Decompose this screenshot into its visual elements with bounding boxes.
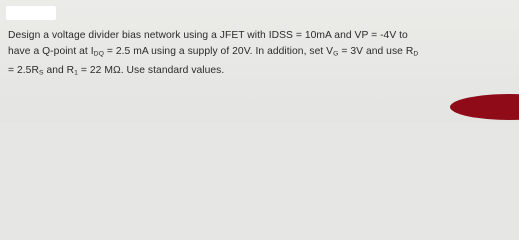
line3-subscript-s: S: [38, 69, 44, 76]
red-redaction-mark: [450, 94, 519, 120]
line3-subscript-1: 1: [74, 69, 79, 76]
line2-subscript-d: D: [413, 50, 419, 58]
problem-line-2: [8, 44, 513, 63]
redacted-header: [6, 6, 56, 20]
line2-subscript-g: G: [333, 50, 339, 58]
problem-line-3: [8, 63, 513, 82]
line2-subscript-dq: DQ: [93, 50, 104, 58]
line2-text-2: = 2.5 mA using a supply of 20V. In addition, set V: [103, 46, 334, 57]
line2-text-3: = 3V and use R: [338, 46, 414, 57]
problem-statement: [8, 28, 513, 81]
line3-text-2: and R: [43, 64, 75, 76]
line2-text-1: have a Q-point at I: [8, 46, 94, 57]
problem-line-1: Design a voltage divider bias network using a JFET with IDSS = 10mA and VP = -4V to: [8, 30, 408, 41]
line3-text-3: = 22 MΩ. Use standard values.: [78, 64, 225, 76]
line3-text-1: = 2.5R: [8, 64, 39, 76]
